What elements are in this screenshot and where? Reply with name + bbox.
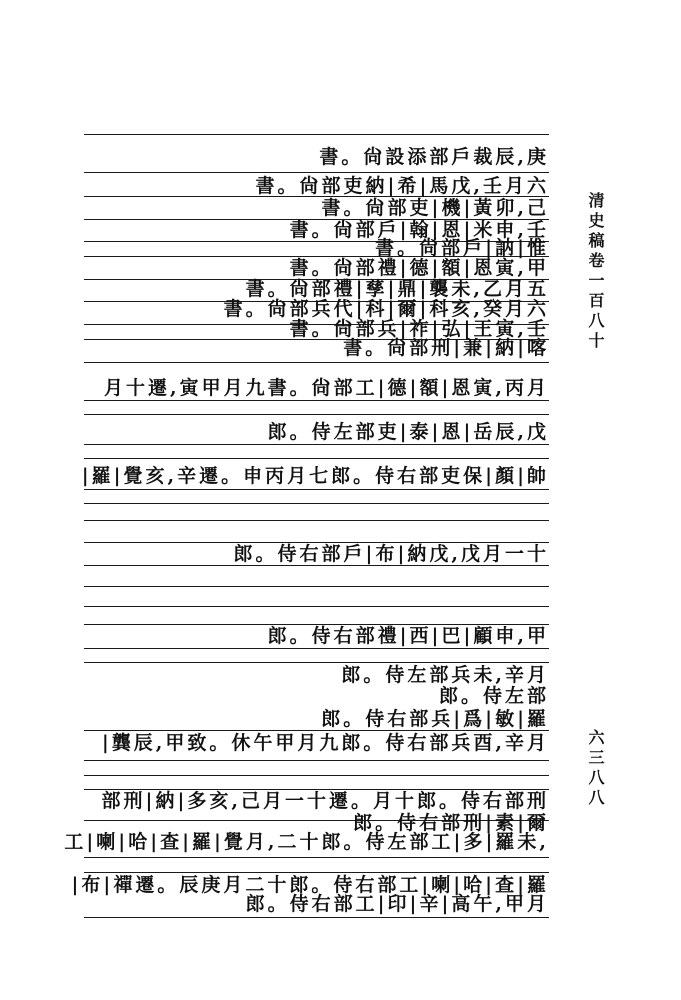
text-row: 工|喇|哈|查|羅|覺月,二十郎。侍左部工|多|羅未, (64, 831, 549, 853)
text-row: 書。尙部禮|德|額|恩寅,甲 (289, 257, 549, 279)
text-row: 書。尙設添部戶裁辰,庚 (319, 146, 549, 168)
rule-line (84, 857, 549, 858)
text-row: 郎。侍右部兵|爲|敏|羅 (321, 708, 549, 730)
text-row: |布|禪遷。辰庚月二十郎。侍右部工|喇|哈|查|羅 (71, 874, 549, 896)
rule-line (84, 775, 549, 776)
text-row: 郎。侍右部戶|布|納戊,戊月一十 (233, 543, 549, 565)
rule-line (84, 730, 549, 731)
text-row: 郎。侍右部禮|西|巴|顧申,甲 (267, 625, 549, 647)
rule-line (84, 917, 549, 918)
text-row: 郎。侍右部工|印|辛|高午,甲月 (245, 893, 549, 915)
rule-line (84, 648, 549, 649)
book-title: 清史稿卷一百八十 (586, 192, 605, 352)
rule-line (84, 489, 549, 490)
rule-line (84, 520, 549, 521)
rule-line (84, 362, 549, 363)
text-row: 郎。侍左部 (438, 685, 549, 707)
rule-line (84, 606, 549, 607)
rule-line (84, 503, 549, 504)
rule-line (84, 414, 549, 415)
text-row: 書。尙部刑|兼|納|喀 (343, 337, 549, 359)
text-row: 郎。侍左部吏|泰|恩|岳辰,戊 (267, 421, 549, 443)
page-number: 六三八八 (586, 729, 605, 809)
rule-line (84, 662, 549, 663)
rule-line (84, 872, 549, 873)
text-row: 郎。侍左部兵未,辛月 (341, 664, 549, 686)
rule-line (84, 444, 549, 445)
text-row: |龔辰,甲致。休午甲月九郎。侍右部兵酉,辛月 (101, 732, 549, 754)
text-row: 書。尙部吏納|希|馬戊,壬月六 (255, 175, 549, 197)
text-row: 書。尙部兵|祚|弘|王寅,壬 (289, 318, 549, 340)
text-row: 書。尙部禮|孳|鼎|襲未,乙月五 (245, 278, 549, 300)
text-row: |羅|覺亥,辛遷。申丙月七郎。侍右部吏保|顏|帥 (81, 465, 549, 487)
text-row: 書。尙部兵代|科|爾|科亥,癸月六 (223, 298, 549, 320)
rule-line (84, 134, 549, 135)
text-row: 郎。侍右部刑|素|爾 (353, 812, 549, 834)
text-row: 書。尙部吏|機|黃卯,己 (321, 197, 549, 219)
rule-line (84, 458, 549, 459)
text-row: 書。尙部戶|翰|恩|米申,壬 (289, 219, 549, 241)
text-row: 部刑|納|多亥,己月一十遷。月十郎。侍右部刑 (101, 790, 549, 812)
text-row: 月十遷,寅甲月九書。尙部工|德|額|恩寅,丙月 (104, 377, 549, 399)
rule-line (84, 400, 549, 401)
rule-line (84, 172, 549, 173)
rule-line (84, 565, 549, 566)
text-row: 書。尙部戶|訥|惟 (375, 237, 549, 259)
rule-line (84, 586, 549, 587)
rule-line (84, 760, 549, 761)
